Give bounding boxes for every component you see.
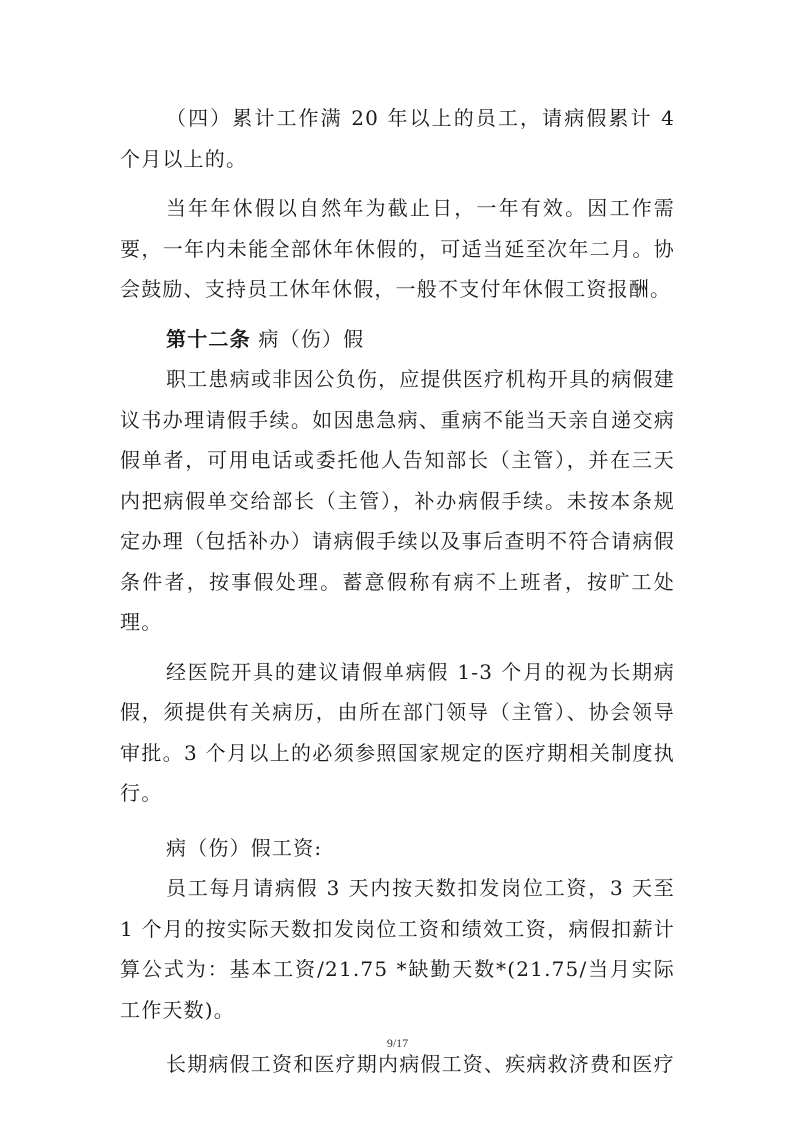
paragraph-sick-pay-heading: 病（伤）假工资: bbox=[166, 835, 323, 860]
section-heading bbox=[120, 319, 675, 360]
paragraph-long-term-sick-leave: 经医院开具的建议请假单病假 1-3 个月的视为长期病假，须提供有关病历，由所在部门领导（主管）、协会领导审批。3 个月以上的必须参照国家规定的医疗期相关制度执行。 bbox=[120, 659, 675, 805]
paragraph-long-term-pay: 长期病假工资和医疗期内病假工资、疾病救济费和医疗 bbox=[166, 1052, 675, 1076]
paragraph-sick-pay-formula: 员工每月请病假 3 天内按天数扣发岗位工资，3 天至 1 个月的按实际天数扣发岗位工资和绩效工资，病假扣薪计算公式为：基本工资/21.75 *缺勤天数*(21.75/当月实际工作天数)。 bbox=[120, 876, 675, 1022]
paragraph-sick-leave-procedure: 职工患病或非因公负伤，应提供医疗机构开具的病假建议书办理请假手续。如因患急病、重病不能当天亲自递交病假单者，可用电话或委托他人告知部长（主管），并在三天内把病假单交给部长（主管），补办病假手续。未按本条规定办理（包括补办）请病假手续以及事后查明不符合请病假条件者，按事假处理。蓄意假称有病不上班者，按旷工处理。 bbox=[120, 367, 675, 634]
paragraph-annual-leave: 当年年休假以自然年为截止日，一年有效。因工作需要，一年内未能全部休年休假的，可适当延至次年二月。协会鼓励、支持员工休年休假，一般不支付年休假工资报酬。 bbox=[120, 196, 675, 301]
section-number: 第十二条 bbox=[166, 326, 251, 351]
section-title: 病（伤）假 bbox=[258, 326, 365, 351]
page-number: 9/17 bbox=[386, 1036, 409, 1050]
paragraph-item-4: （四）累计工作满 20 年以上的员工，请病假累计 4 个月以上的。 bbox=[120, 106, 675, 171]
